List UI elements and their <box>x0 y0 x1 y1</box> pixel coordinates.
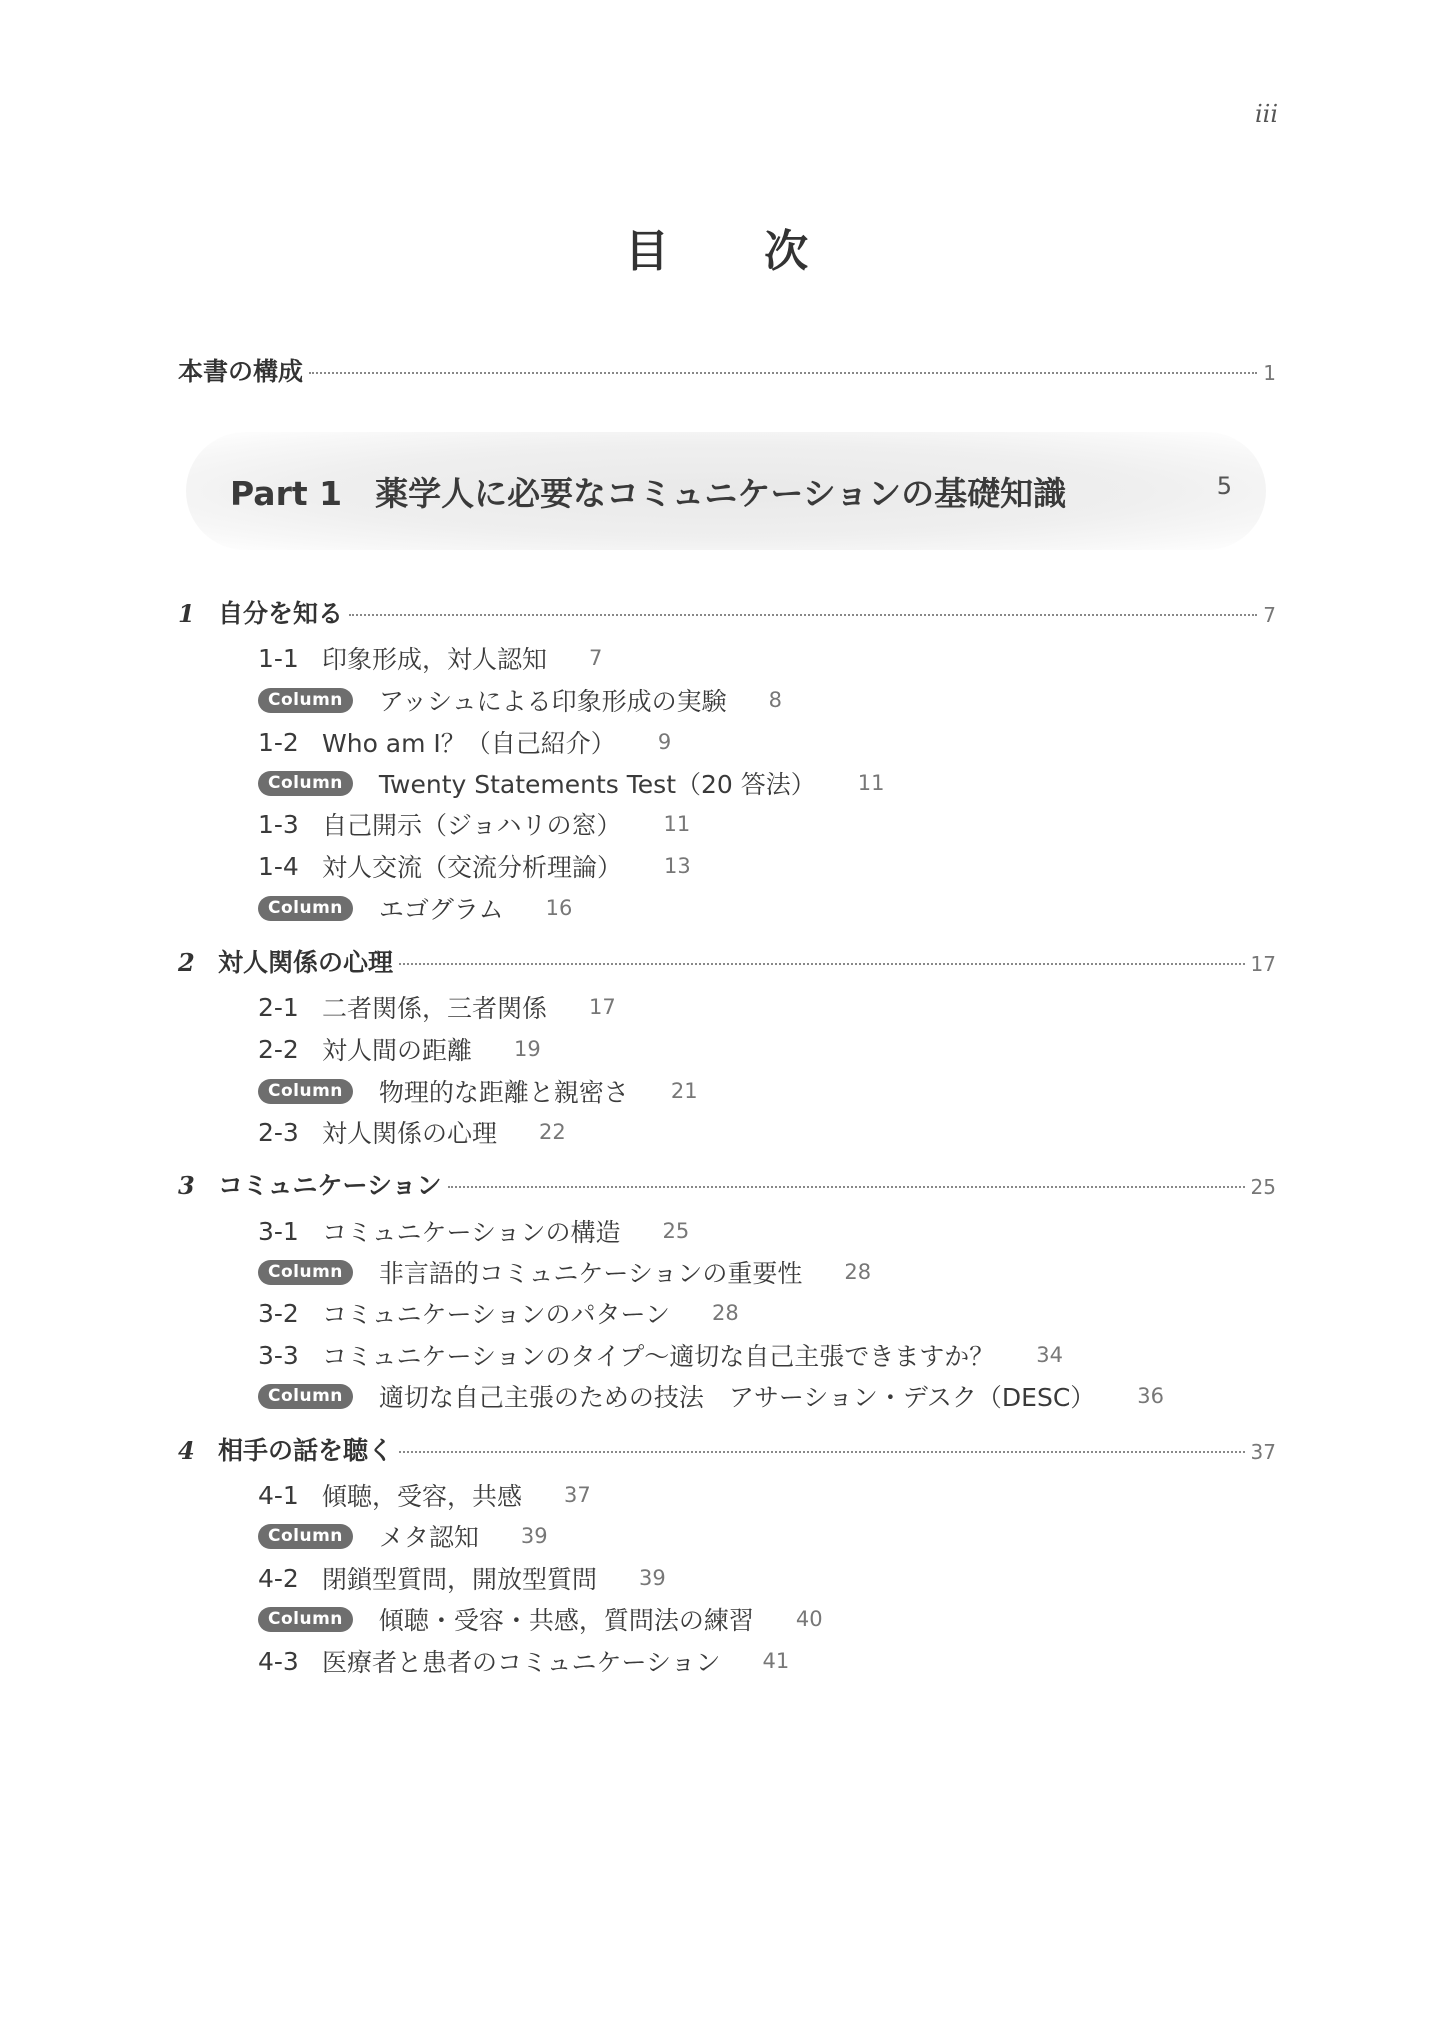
toc-item[interactable] <box>258 1295 739 1331</box>
column-badge: Column <box>258 771 353 796</box>
page-number: iii <box>1254 100 1278 128</box>
leader-dots <box>349 614 1257 616</box>
section-page: 21 <box>670 1079 698 1103</box>
chapter-page: 7 <box>1263 603 1276 627</box>
section-page: 41 <box>762 1649 790 1673</box>
section-title: コミュニケーションのパターン <box>322 1300 671 1329</box>
section-code: 3-1 <box>258 1216 299 1246</box>
section-title: 対人交流（交流分析理論） <box>322 853 623 882</box>
section-title: 非言語的コミュニケーションの重要性 <box>378 1259 803 1288</box>
toc-intro-page: 1 <box>1263 361 1276 385</box>
chapter-page: 25 <box>1250 1175 1276 1199</box>
section-title: 対人間の距離 <box>322 1036 473 1065</box>
section-title: 閉鎖型質問，開放型質問 <box>322 1565 598 1594</box>
toc-item[interactable] <box>258 724 671 760</box>
section-code: 3-2 <box>258 1298 299 1328</box>
section-title: 二者関係，三者関係 <box>322 994 548 1023</box>
toc-item[interactable] <box>258 1073 698 1109</box>
section-title: エゴグラム <box>378 895 504 924</box>
section-title: Who am I？（自己紹介） <box>322 729 616 758</box>
toc-item[interactable] <box>258 806 690 842</box>
section-title: 適切な自己主張のための技法 アサーション・デスク（DESC） <box>378 1383 1096 1412</box>
toc-item[interactable] <box>258 640 602 676</box>
section-code: 1-1 <box>258 643 299 673</box>
section-title: Twenty Statements Test（20 答法） <box>378 770 816 799</box>
toc-intro-label: 本書の構成 <box>178 357 304 386</box>
leader-dots <box>399 963 1245 965</box>
chapter-row[interactable] <box>178 943 1276 979</box>
section-page: 13 <box>664 854 691 878</box>
leader-dots <box>399 1451 1245 1453</box>
part-page: 5 <box>1216 472 1232 500</box>
toc-item[interactable] <box>258 1518 548 1554</box>
section-page: 7 <box>589 646 603 670</box>
section-code: 4-2 <box>258 1563 299 1593</box>
column-badge: Column <box>258 1079 353 1104</box>
chapter-title: コミュニケーション <box>218 1171 442 1200</box>
chapter-title: 相手の話を聴く <box>218 1436 394 1465</box>
part-banner[interactable] <box>186 432 1266 550</box>
toc-item[interactable] <box>258 890 572 926</box>
column-badge: Column <box>258 1260 353 1285</box>
section-title: 自己開示（ジョハリの窓） <box>322 811 622 840</box>
section-code: 1-2 <box>258 727 299 757</box>
section-title: 物理的な距離と親密さ <box>378 1078 629 1107</box>
toc-intro-row[interactable] <box>178 352 1276 388</box>
column-badge: Column <box>258 688 353 713</box>
chapter-page: 17 <box>1250 952 1276 976</box>
column-badge: Column <box>258 896 353 921</box>
section-title: 対人関係の心理 <box>322 1119 498 1148</box>
toc-item[interactable] <box>258 1031 541 1067</box>
toc-item[interactable] <box>258 1601 823 1637</box>
section-code: 2-1 <box>258 992 299 1022</box>
section-code: 3-3 <box>258 1340 299 1370</box>
toc-item[interactable] <box>258 848 691 884</box>
chapter-row[interactable] <box>178 1431 1276 1467</box>
section-page: 34 <box>1036 1343 1063 1367</box>
column-badge: Column <box>258 1524 353 1549</box>
section-page: 25 <box>662 1219 690 1243</box>
chapter-number: 2 <box>178 948 195 977</box>
section-page: 11 <box>857 771 885 795</box>
chapter-title: 対人関係の心理 <box>218 948 394 977</box>
column-badge: Column <box>258 1384 353 1409</box>
leader-dots <box>309 372 1257 374</box>
section-page: 40 <box>795 1607 823 1631</box>
section-code: 1-4 <box>258 851 299 881</box>
section-page: 28 <box>844 1260 872 1284</box>
column-badge: Column <box>258 1607 353 1632</box>
section-title: アッシュによる印象形成の実験 <box>378 687 727 716</box>
chapter-row[interactable] <box>178 594 1276 630</box>
section-page: 9 <box>657 730 672 754</box>
toc-item[interactable] <box>258 1254 871 1290</box>
section-page: 28 <box>712 1301 739 1325</box>
toc-item[interactable] <box>258 1560 666 1596</box>
section-title: 傾聴，受容，共感 <box>322 1482 523 1511</box>
section-page: 8 <box>768 688 783 712</box>
toc-item[interactable] <box>258 1477 591 1513</box>
chapter-number: 1 <box>178 599 195 628</box>
toc-item[interactable] <box>258 682 782 718</box>
chapter-page: 37 <box>1250 1440 1276 1464</box>
toc-item[interactable] <box>258 1378 1164 1414</box>
chapter-row[interactable] <box>178 1166 1276 1202</box>
section-title: 印象形成，対人認知 <box>322 645 548 674</box>
section-code: 4-3 <box>258 1646 299 1676</box>
chapter-number: 4 <box>178 1436 195 1465</box>
section-code: 1-3 <box>258 809 299 839</box>
section-title: 傾聴・受容・共感，質問法の練習 <box>378 1606 754 1635</box>
section-page: 22 <box>539 1120 566 1144</box>
section-code: 4-1 <box>258 1480 299 1510</box>
section-page: 39 <box>639 1566 666 1590</box>
section-title: メタ認知 <box>378 1523 479 1552</box>
toc-item[interactable] <box>258 989 616 1025</box>
toc-item[interactable] <box>258 1337 1063 1373</box>
toc-item[interactable] <box>258 1643 789 1679</box>
part-label: Part 1 薬学人に必要なコミュニケーションの基礎知識 <box>230 474 1067 513</box>
chapter-number: 3 <box>178 1171 195 1200</box>
section-page: 17 <box>589 995 616 1019</box>
section-page: 39 <box>520 1524 548 1548</box>
section-page: 11 <box>663 812 691 836</box>
section-page: 16 <box>545 896 573 920</box>
section-title: コミュニケーションのタイプ～適切な自己主張できますか？ <box>322 1342 995 1371</box>
leader-dots <box>448 1186 1245 1188</box>
toc-item[interactable] <box>258 1114 566 1150</box>
section-page: 36 <box>1137 1384 1165 1408</box>
chapter-title: 自分を知る <box>218 599 344 628</box>
page-title: 目 次 <box>624 226 849 277</box>
section-page: 37 <box>564 1483 591 1507</box>
section-title: 医療者と患者のコミュニケーション <box>322 1648 721 1677</box>
toc-item[interactable] <box>258 1213 689 1249</box>
section-page: 19 <box>514 1037 541 1061</box>
toc-item[interactable] <box>258 765 885 801</box>
section-code: 2-3 <box>258 1117 299 1147</box>
section-code: 2-2 <box>258 1034 299 1064</box>
section-title: コミュニケーションの構造 <box>322 1218 621 1247</box>
